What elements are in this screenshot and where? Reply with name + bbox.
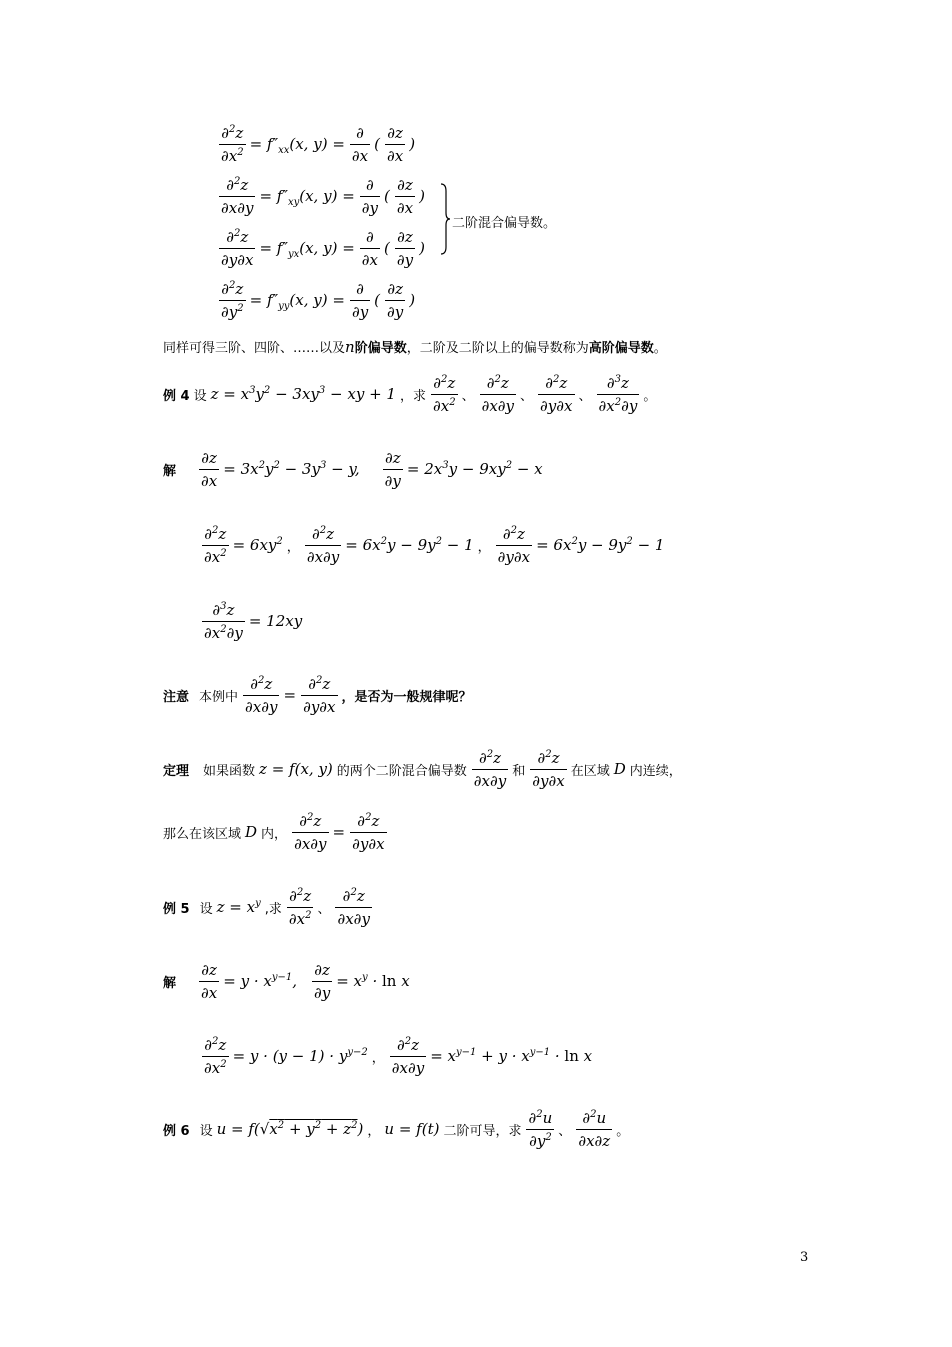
- theorem: 定理 如果函数 z = f(x, y) 的两个二阶混合偏导数 $\frac{\partial^2z}{\partial x\partial y}$ 和 $\frac{\partial^2z}{\partial y\partial x}$ 在区域 D 内连续，: [163, 748, 682, 790]
- higher-order-sentence: 同样可得三阶、四阶、……以及n阶偏导数，二阶及二阶以上的偏导数称为高阶偏导数。: [163, 338, 667, 356]
- solution-4-third: $\frac{\partial^3z}{\partial x^2\partial y}$ = 12xy: [204, 600, 303, 642]
- note: 注意 本例中 $\frac{\partial^2z}{\partial x\partial y}$ = $\frac{\partial^2z}{\partial y\partial x}$ ，是否为一般规律呢？: [163, 674, 472, 716]
- example-4: 例 4 设 $z = x^3y^2 - 3xy^3$ − xy + 1 ，求 $\frac{\partial^2z}{\partial x^2}$ 、 $\frac{\partial^2z}{\partial x\partial y}$ 、 $\frac{\partial^2z}{\partial y\partial x}$ 、 $\frac{\partial^3z}{\partial x^2\partial y}$ 。: [163, 373, 657, 415]
- example-6: 例 6 设 $u = f(√x^2 + y^2 + z^2)$ ， u = f(t) 二阶可导，求 $\frac{\partial^2u}{\partial y^2}$ 、 $\frac{\partial^2u}{\partial x\partial z}$ 。: [163, 1108, 630, 1150]
- second-order-definitions: [218, 118, 429, 326]
- solution-4-second: $\frac{\partial^2z}{\partial x^2}$ = $6xy^2$ ， $\frac{\partial^2z}{\partial x\partial y}$ = $6x^2y - 9y^2 - 1$ ， $\frac{\partial^2z}{\partial y\partial x}$ = $6x^2y - 9y^2 - 1$: [204, 524, 665, 566]
- page-number: 3: [800, 1250, 809, 1265]
- mixed-partial-note: 二阶混合偏导数。: [452, 216, 557, 231]
- solution-5: 解 $\frac{\partial z}{\partial x}$ = $y \cdot x^{y-1}$, $\frac{\partial z}{\partial y}$ = $x^y \cdot \ln x$: [163, 960, 410, 1002]
- theorem-line2: 那么在该区域 D 内， $\frac{\partial^2z}{\partial x\partial y}$ = $\frac{\partial^2z}{\partial y\partial x}$: [163, 811, 385, 853]
- eq-fxy: $\frac{\partial^2z}{\partial x\partial y}$ = $f''_{xy}(x$, y) = $\frac{\partial}{\partial y}$ ( $\frac{\partial z}{\partial x}$ ): [221, 175, 425, 217]
- eq-fxx: $\frac{\partial^2z}{\partial x^2}$ = $f''_{xx}(x$, y) = $\frac{\partial}{\partial x}$ ( $\frac{\partial z}{\partial x}$ ): [221, 123, 416, 165]
- solution-5-second: $\frac{\partial^2z}{\partial x^2}$ = $y \cdot (y - 1) \cdot y^{y-2}$ ， $\frac{\partial^2z}{\partial x\partial y}$ = $x^{y-1} + y \cdot x^{y-1} \cdot \ln x$: [204, 1035, 593, 1077]
- example-label: 例 4: [163, 388, 190, 404]
- example-5: 例 5 设 $z = x^y$ ,求 $\frac{\partial^2z}{\partial x^2}$ 、 $\frac{\partial^2z}{\partial x\partial y}$: [163, 886, 370, 928]
- solution-4: 解 $\frac{\partial z}{\partial x}$ = $3x^2y^2 - 3y^3 - y$, $\frac{\partial z}{\partial y}$ = $2x^3y - 9xy^2 - x$: [163, 448, 543, 490]
- solution-label: 解: [163, 463, 177, 479]
- eq-fyx: $\frac{\partial^2z}{\partial y\partial x}$ = $f''_{yx}(x$, y) = $\frac{\partial}{\partial x}$ ( $\frac{\partial z}{\partial y}$ ): [221, 227, 425, 269]
- eq-fyy: $\frac{\partial^2z}{\partial y^2}$ = $f''_{yy}(x$, y) = $\frac{\partial}{\partial y}$ ( $\frac{\partial z}{\partial y}$ ): [221, 279, 416, 321]
- right-brace: [440, 183, 450, 255]
